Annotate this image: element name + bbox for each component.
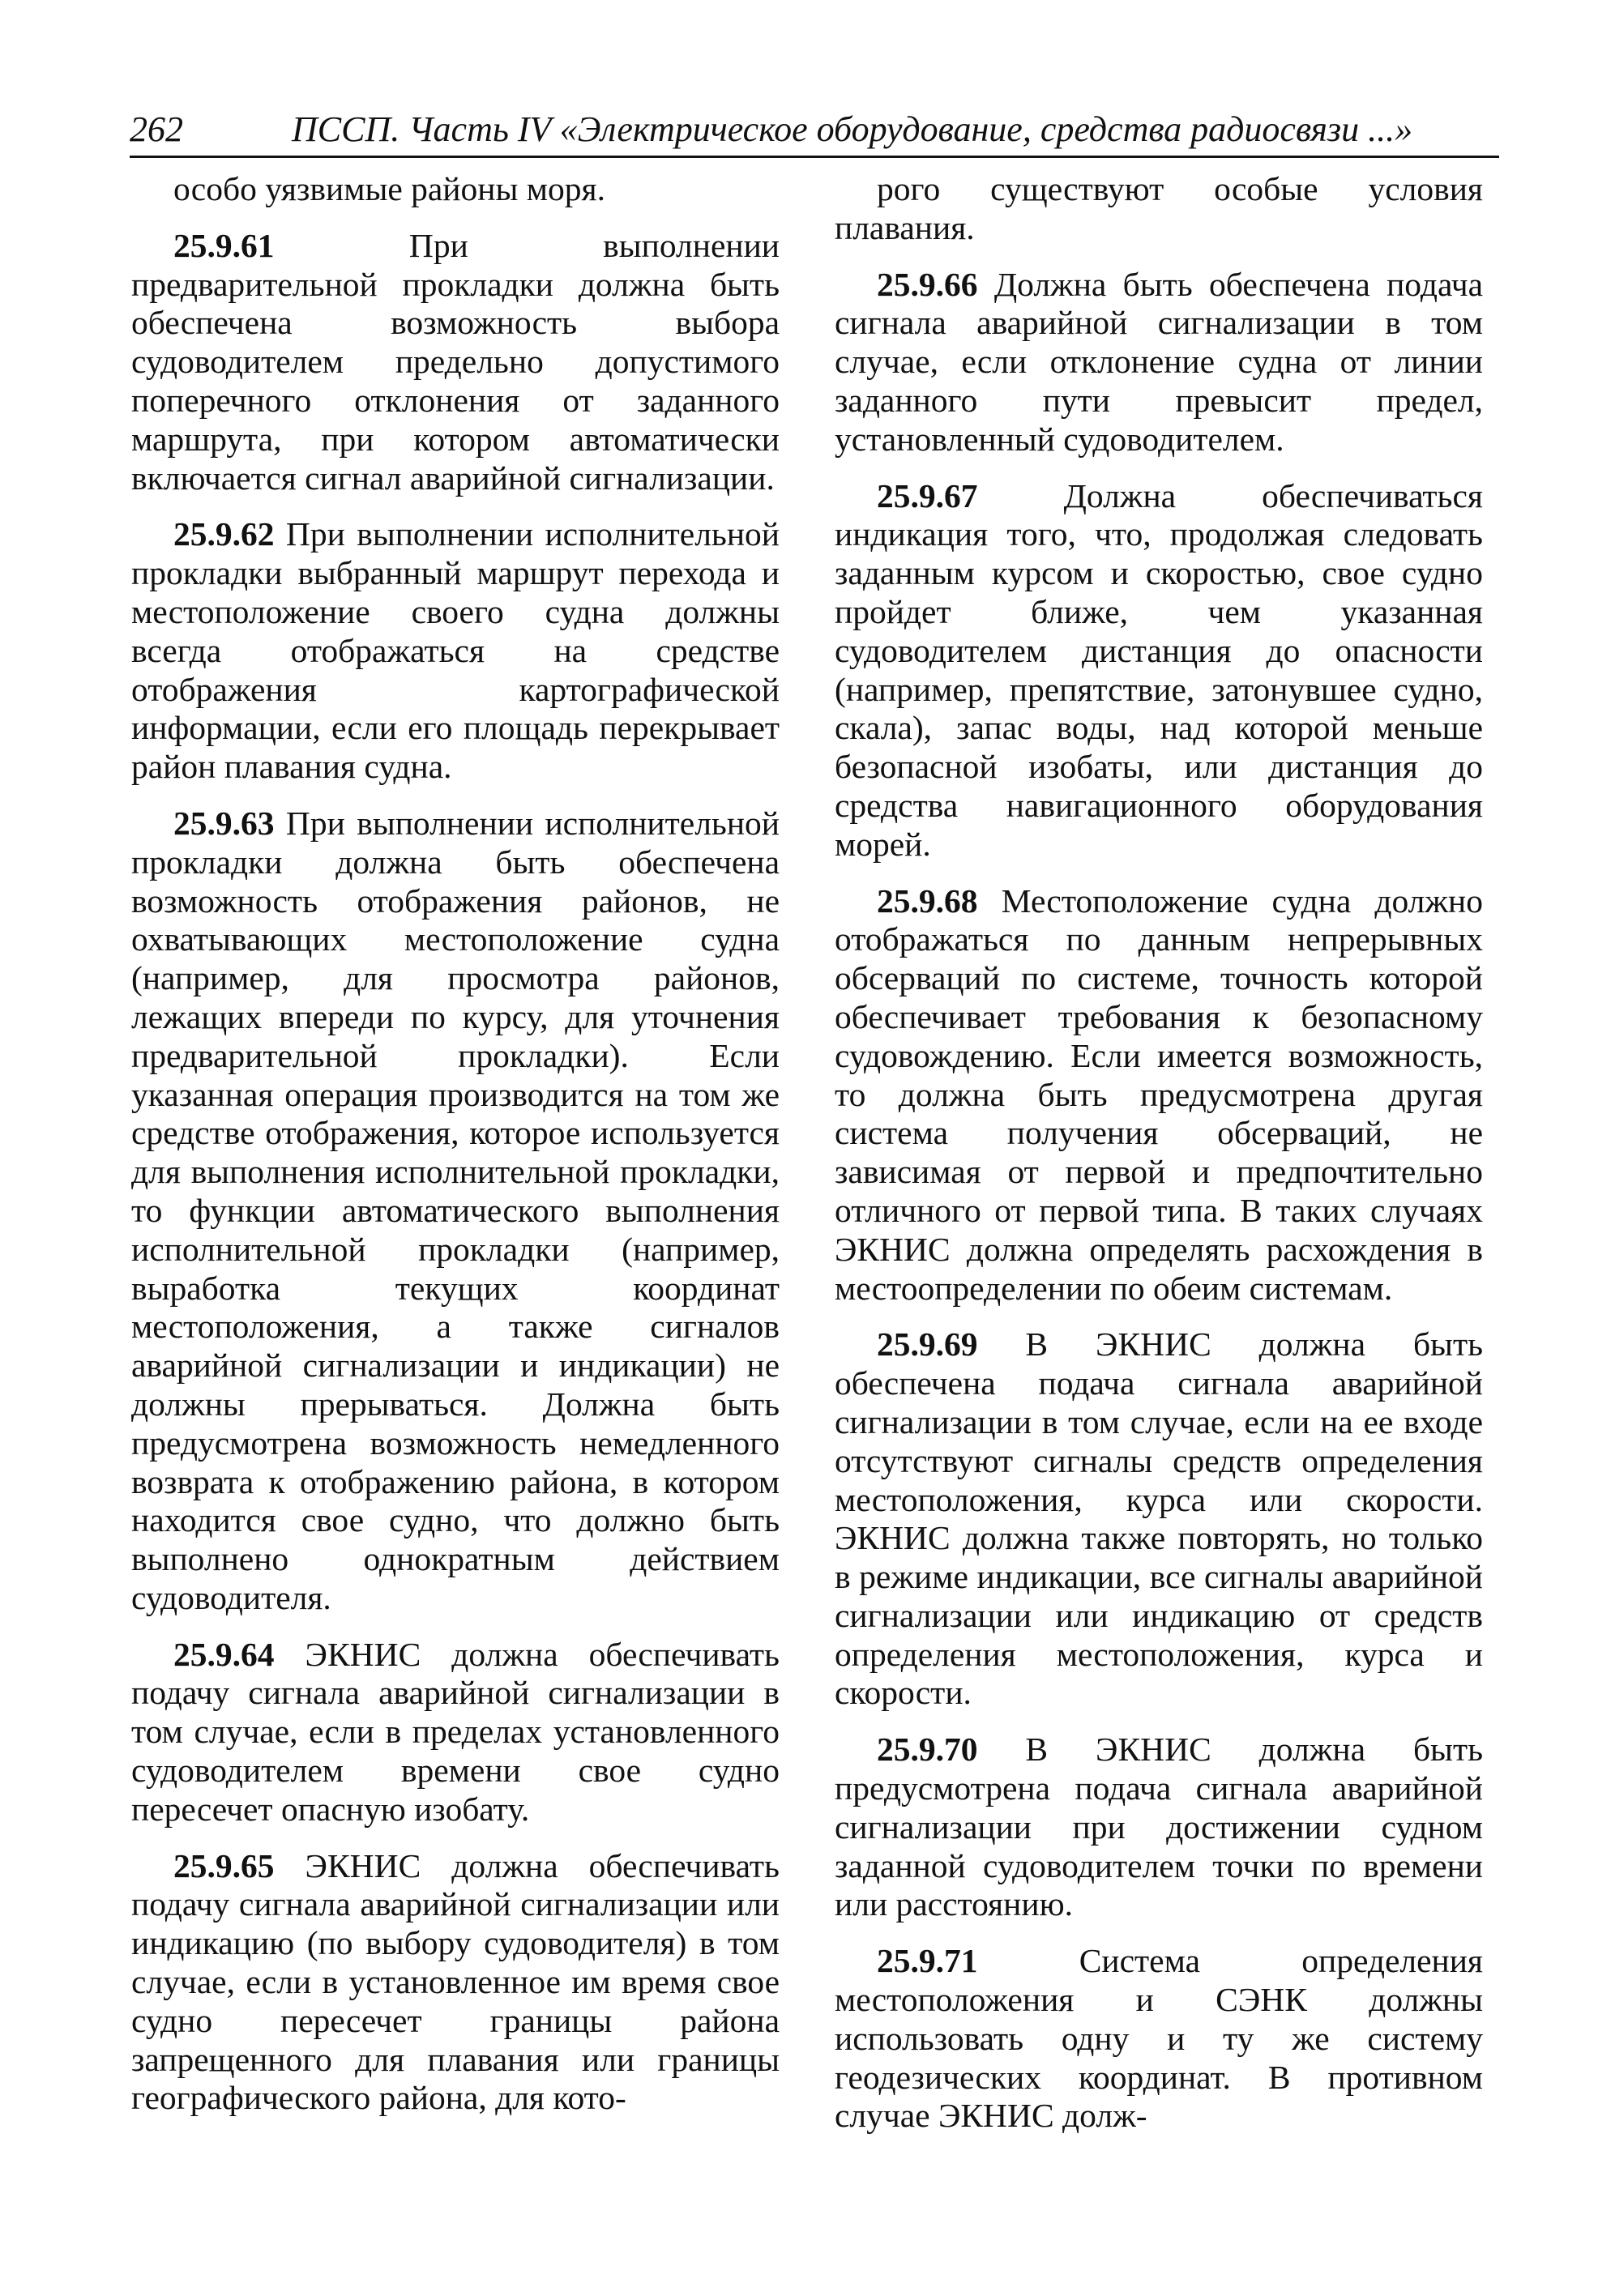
running-title: ПССП. Часть IV «Электрическое оборудование, средства радиосвязи ...» [292, 109, 1413, 149]
clause-text: Система определения местоположения и СЭНК должны использовать одну и ту же систему геодезических координат. В противном случае ЭКНИС долж- [835, 1942, 1483, 2135]
clause-25-9-69 [835, 1325, 1483, 1713]
clause-number: 25.9.67 [877, 476, 978, 514]
clause-number: 25.9.69 [877, 1325, 978, 1364]
clause-text: В ЭКНИС должна быть предусмотрена подача сигнала аварийной сигнализации при достижении судном заданной судоводителем точки по времени или расстоянию. [835, 1731, 1483, 1923]
clause-text: При выполнении исполнительной прокладки должна быть обеспечена возможность отображения районов, не охватывающих местоположение судна (например, для просмотра районов, лежащих впереди по курсу, для уточнения предварительной прокладки). Если указанная операция производится на том же средстве отображения, которое используется для выполнения исполнительной прокладки, то функции автоматического выполнения исполнительной прокладки (например, выработка текущих координат местоположения, а также сигналов аварийной сигнализации и индикации) не должны прерываться. Должна быть предусмотрена возможность немедленного возврата к отображению района, в котором находится свое судно, что должно быть выполнено однократным действием судоводителя. [131, 804, 780, 1616]
clause-25-9-61 [131, 227, 780, 498]
clause-number: 25.9.71 [877, 1942, 978, 1980]
clause-number: 25.9.66 [877, 265, 978, 303]
clause-25-9-65 [131, 1847, 780, 2119]
clause-25-9-67 [835, 477, 1483, 864]
clause-text: Должна обеспечиваться индикация того, что, продолжая следовать заданным курсом и скоростью, свое судно пройдет ближе, чем указанная судоводителем дистанция до опасности (например, препятствие, затонувшее судно, скала), запас воды, над которой меньше безопасной изобаты, или дистанция до средства навигационного оборудования морей. [835, 476, 1483, 863]
page-header [130, 107, 1499, 158]
clause-number: 25.9.65 [173, 1846, 275, 1884]
clause-25-9-63 [131, 804, 780, 1618]
left-column [131, 170, 780, 2136]
clause-25-9-71 [835, 1942, 1483, 2136]
clause-number: 25.9.68 [877, 881, 978, 920]
clause-number: 25.9.62 [173, 515, 275, 553]
clause-text: ЭКНИС должна обеспечивать подачу сигнала аварийной сигнализации или индикацию (по выбору судоводителя) в том случае, если в установленное им время свое судно пересечет границы района запрещенного для плавания или границы географического района, для кото- [131, 1846, 780, 2117]
clause-25-9-66 [835, 266, 1483, 459]
clause-number: 25.9.64 [173, 1635, 275, 1673]
clause-25-9-68 [835, 882, 1483, 1308]
clause-text: Местоположение судна должно отображаться по данным непрерывных обсерваций по системе, точность которой обеспечивает требования к безопасному судовождению. Если имеется возможность, то должна быть предусмотрена другая система получения обсерваций, не зависимая от первой и предпочтительно отличного от первой типа. В таких случаях ЭКНИС должна определять расхождения в местоопределении по обеим системам. [835, 881, 1483, 1307]
clause-number: 25.9.63 [173, 804, 275, 842]
clause-text: Должна быть обеспечена подача сигнала аварийной сигнализации в том случае, если отклонение судна от линии заданного пути превысит предел, установленный судоводителем. [835, 265, 1483, 458]
page-number: 262 [130, 109, 183, 149]
clause-text: При выполнении исполнительной прокладки выбранный маршрут перехода и местоположение своего судна должны всегда отображаться на средстве отображения картографической информации, если его площадь перекрывает район плавания судна. [131, 515, 780, 786]
clause-25-9-62 [131, 515, 780, 787]
clause-number: 25.9.61 [173, 226, 275, 264]
clause-text: При выполнении предварительной прокладки должна быть обеспечена возможность выбора судоводителем предельно допустимого поперечного отклонения от заданного маршрута, при котором автоматически включается сигнал аварийной сигнализации. [131, 226, 780, 497]
continuation-text: особо уязвимые районы моря. [173, 170, 605, 207]
clause-text: В ЭКНИС должна быть обеспечена подача сигнала аварийной сигнализации в том случае, если на ее входе отсутствуют сигналы средств определения местоположения, курса или скорости. ЭКНИС должна также повторять, но только в режиме индикации, все сигналы аварийной сигнализации или индикацию от средств определения местоположения, курса и скорости. [835, 1325, 1483, 1712]
clause-25-9-64 [131, 1636, 780, 1829]
right-column [835, 170, 1483, 2153]
clause-text: ЭКНИС должна обеспечивать подачу сигнала аварийной сигнализации в том случае, если в пределах установленного судоводителем времени свое судно пересечет опасную изобату. [131, 1635, 780, 1828]
clause-25-9-70 [835, 1731, 1483, 1924]
continuation-text: рого существуют особые условия плавания. [835, 170, 1483, 246]
clause-number: 25.9.70 [877, 1731, 978, 1769]
